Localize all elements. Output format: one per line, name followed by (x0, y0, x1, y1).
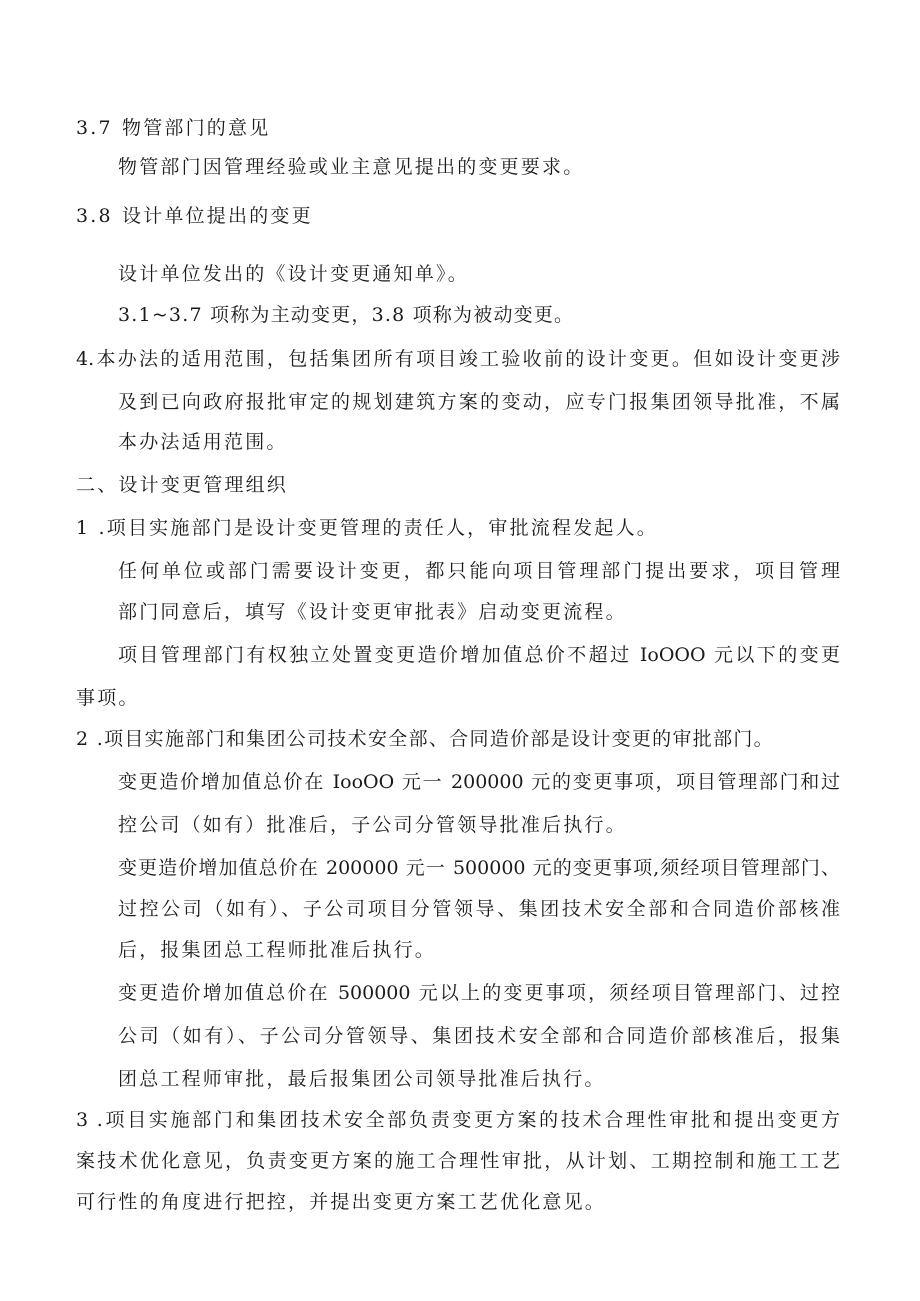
paragraph: 物管部门因管理经验或业主意见提出的变更要求。 (118, 156, 585, 178)
paragraph-line: 可行性的角度进行把控，并提出变更方案工艺优化意见。 (76, 1191, 607, 1213)
section-3-7-heading (76, 116, 270, 140)
list-item-2: 2 .项目实施部门和集团公司技术安全部、合同造价部是设计变更的审批部门。 (76, 728, 774, 750)
section-number: 3.8 (76, 205, 113, 227)
paragraph: 设计单位发出的《设计变更通知单》。 (118, 263, 469, 285)
paragraph-line: 本办法适用范围。 (118, 431, 288, 453)
section-title: 设计单位提出的变更 (122, 205, 313, 227)
paragraph-line: 控公司（如有）批准后，子公司分管领导批准后执行。 (118, 814, 627, 836)
paragraph-line: 及到已向政府报批审定的规划建筑方案的变动，应专门报集团领导批准，不属 (118, 391, 840, 413)
section-title: 物管部门的意见 (122, 117, 271, 139)
list-item-1: 1 .项目实施部门是设计变更管理的责任人，审批流程发起人。 (76, 517, 658, 539)
paragraph-line: 后，报集团总工程师批准后执行。 (118, 939, 437, 961)
list-item-3: 3 .项目实施部门和集团技术安全部负责变更方案的技术合理性审批和提出变更方 (76, 1109, 840, 1131)
paragraph-line: 任何单位或部门需要设计变更，都只能向项目管理部门提出要求，项目管理 (118, 560, 840, 582)
paragraph-line: 公司（如有）、子公司分管领导、集团技术安全部和合同造价部核准后，报集 (118, 1025, 840, 1047)
paragraph-line: 部门同意后，填写《设计变更审批表》启动变更流程。 (118, 601, 627, 623)
paragraph-line: 4.本办法的适用范围，包括集团所有项目竣工验收前的设计变更。但如设计变更涉 (76, 348, 840, 370)
section-3-8-heading (76, 204, 313, 228)
paragraph: 3.1~3.7 项称为主动变更，3.8 项称为被动变更。 (118, 304, 575, 326)
paragraph-line: 项目管理部门有权独立处置变更造价增加值总价不超过 IoOOO 元以下的变更 (118, 644, 840, 666)
paragraph-line: 案技术优化意见，负责变更方案的施工合理性审批，从计划、工期控制和施工工艺 (76, 1150, 840, 1172)
paragraph-line: 变更造价增加值总价在 200000 元一 500000 元的变更事项,须经项目管理部门、 (118, 857, 840, 879)
paragraph-line: 变更造价增加值总价在 500000 元以上的变更事项，须经项目管理部门、过控 (118, 982, 840, 1004)
paragraph-line: 变更造价增加值总价在 IooOO 元一 200000 元的变更事项，项目管理部门和过 (118, 771, 840, 793)
paragraph-line: 事项。 (76, 687, 140, 709)
paragraph-line: 团总工程师审批，最后报集团公司领导批准后执行。 (118, 1068, 606, 1090)
section-2-title: 二、设计变更管理组织 (76, 474, 289, 496)
paragraph-line: 过控公司（如有）、子公司项目分管领导、集团技术安全部和合同造价部核准 (118, 898, 840, 920)
section-number: 3.7 (76, 117, 113, 139)
